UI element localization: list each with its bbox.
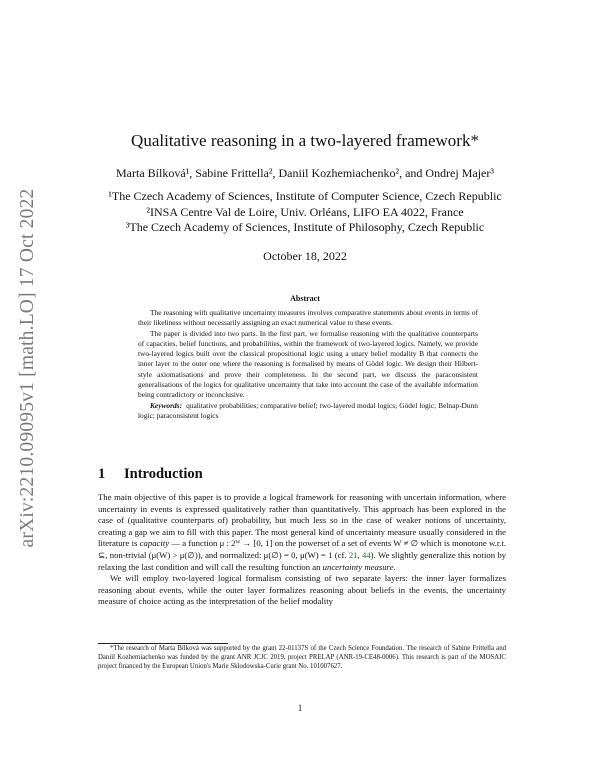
body-paragraph-1: The main objective of this paper is to provide a logical framework for reasoning with uncertain information, where uncertainty in events is expressed qualitatively rather than quantitatively. This approach has been explored in the case of (qualitative counterparts of) probability, but much less so in the case of weaker notions of uncertainty, creating a gap we aim to fill with this paper. The most general kind of uncertainty measure usually considered in the literature is capacity — a function μ : 2ᵂ → [0, 1] on the powerset of a set of events W ≠ ∅ which is monotone w.r.t. ⊆, non-trivial (μ(W) > μ(∅)), and normalized: μ(∅) = 0, μ(W) = 1 (cf. 21, 44). We slightly generalize this notion by relaxing the last condition and will call the resulting function an uncertainty measure. (98, 492, 507, 572)
footnote-rule (98, 643, 228, 644)
arxiv-sidebar (8, 178, 48, 558)
citation-link[interactable]: 21 (348, 549, 358, 560)
arxiv-identifier[interactable]: arXiv:2210.09095v1 [math.LO] 17 Oct 2022 (17, 188, 38, 548)
paper-date: October 18, 2022 (263, 249, 347, 263)
section-body (98, 492, 506, 608)
page-number: 1 (297, 703, 303, 713)
affiliation-1: ¹The Czech Academy of Sciences, Institute of Computer Science, Czech Republic (108, 189, 502, 203)
abstract-paragraph-1: The reasoning with qualitative uncertainty measures involves comparative statements about events in terms of their likeliness without necessarily assigning an exact numerical value to these events. (138, 308, 478, 328)
keywords-text: qualitative probabilities; comparative belief; two-layered modal logics; Gödel logic; Belnap-Dunn logic; paraconsistent logics (138, 400, 478, 420)
footnote-text: *The research of Marta Bílková was supported by the grant 22-01137S of the Czech Science Foundation. The research of Sabine Frittella and Daniil Kozhemiachenko was funded by the grant ANR JCJC 2019, project PRELAP (ANR-19-CE48-0006). This research is part of the MOSAIC project financed by the European Union's Marie Skłodowska-Curie grant No. 101007627. (98, 645, 506, 670)
keywords-label: Keywords: (150, 400, 183, 410)
section-heading (98, 466, 203, 483)
footnote (98, 645, 506, 671)
abstract-heading: Abstract (290, 294, 320, 303)
term-uncertainty-measure: uncertainty measure (322, 561, 394, 572)
affiliation-3: ³The Czech Academy of Sciences, Institute of Philosophy, Czech Republic (125, 220, 485, 234)
section-number: 1 (98, 466, 106, 482)
citation-link[interactable]: 44 (361, 549, 371, 560)
term-capacity: capacity (139, 538, 170, 549)
keywords (138, 401, 478, 422)
author-list: Marta Bílková¹, Sabine Frittella², Daniil Kozhemiachenko², and Ondrej Majer³ (116, 166, 494, 180)
affiliation-2: ²INSA Centre Val de Loire, Univ. Orléans, LIFO EA 4022, France (146, 204, 464, 219)
body-paragraph-2: We will employ two-layered logical formalism consisting of two separate layers: the inner layer formalizes reasoning about events, while the outer layer formalizes reasoning about beliefs in the events, the uncertainty measure of choice acting as the interpretation of the belief modality (98, 573, 506, 607)
section-title: Introduction (124, 466, 203, 482)
abstract-paragraph-2: The paper is divided into two parts. In the first part, we formalise reasoning with the qualitative counterparts of capacities, belief functions, and probabilities, within the framework of two-layered logics. Namely, we provide two-layered logics built over the classical propositional logic using a unary belief modality B that connects the inner layer to the outer one where the reasoning is formalised by means of Gödel logic. We design their Hilbert-style axiomatisations and prove their completeness. In the second part, we discuss the paraconsistent generalisations of the logics for qualitative uncertainty that take into account the case of the available information being contradictory or inconclusive. (138, 328, 478, 400)
abstract (138, 308, 478, 421)
affiliations (60, 189, 550, 236)
paper-title: Qualitative reasoning in a two-layered framework* (131, 131, 479, 150)
